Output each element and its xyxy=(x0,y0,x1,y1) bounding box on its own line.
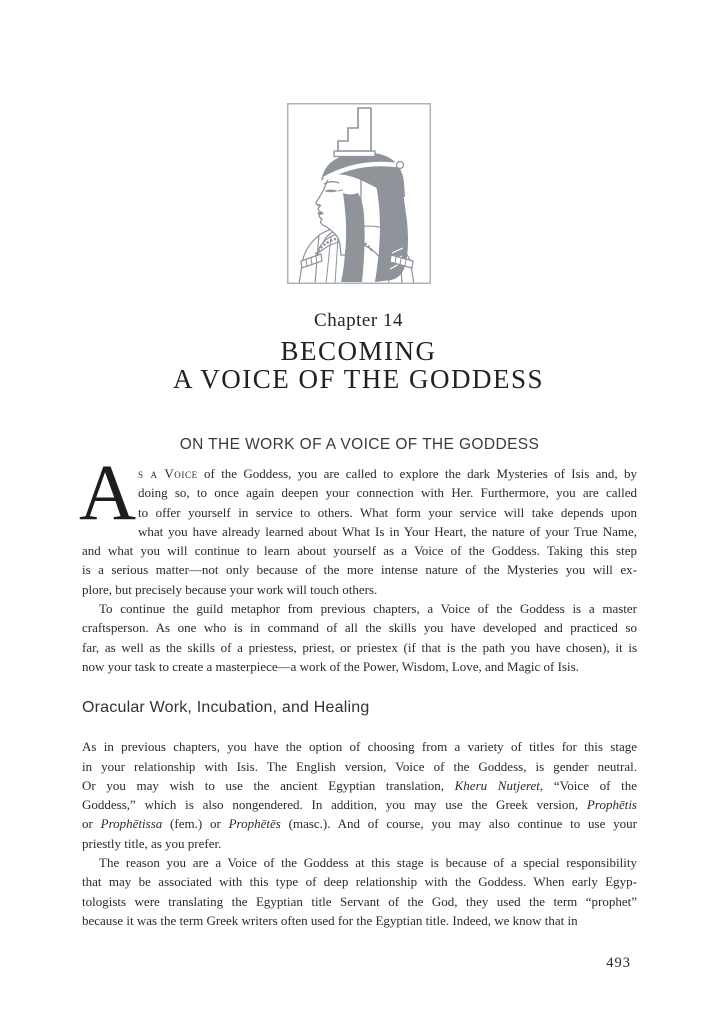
paragraph-4 xyxy=(82,853,637,930)
text-line: doing so, to once again deepen your connection with Her. Furthermore, you are called xyxy=(138,485,637,501)
text-line: now your task to create a masterpiece—a work of the Power, Wisdom, Love, and Magic of Isis. xyxy=(82,658,579,674)
text-line: to offer yourself in service to others. What form your service will take depends upon xyxy=(138,504,637,520)
chapter-title xyxy=(0,337,717,393)
drop-cap: A xyxy=(79,450,137,537)
opening-line-rest: of the Goddess, you are called to explore the dark Mysteries of Isis and, by xyxy=(197,466,637,481)
text-line: in your relationship with Isis. The English version, Voice of the Goddess, is gender neutral. xyxy=(82,758,637,774)
body-text xyxy=(79,450,637,930)
text-line: and what you will continue to learn about yourself as a Voice of the Goddess. Taking this step xyxy=(82,543,637,559)
chapter-kicker: Chapter 14 xyxy=(314,310,403,331)
text-line: To continue the guild metaphor from previous chapters, a Voice of the Goddess is a master xyxy=(99,601,637,617)
chapter-title-line1: BECOMING xyxy=(280,336,437,366)
paragraph-2 xyxy=(82,599,637,676)
text-line: is a serious matter—not only because of the more intense nature of the Mysteries you will ex- xyxy=(82,562,637,578)
small-caps-lead: s a Voice xyxy=(138,466,198,481)
text-line: As in previous chapters, you have the option of choosing from a variety of titles for this stage xyxy=(82,739,637,755)
page-content xyxy=(0,435,717,930)
opening-paragraph-lines xyxy=(82,483,637,599)
text-line: Or you may wish to use the ancient Egyptian translation, Kheru Nutjeret, “Voice of the xyxy=(82,777,637,793)
opening-first-line xyxy=(82,464,637,483)
text-line: what you have already learned about What Is in Your Heart, the nature of your True Name, xyxy=(138,523,637,539)
text-line: far, as well as the skills of a priestess, priest, or priestex (if that is the path you have chosen), it is xyxy=(82,639,637,655)
text-line: because it was the term Greek writers often used for the Egyptian title. Indeed, we know that in xyxy=(82,912,578,928)
text-line: craftsperson. As one who is in command of all the skills you have developed and practiced so xyxy=(82,620,637,636)
page-number: 493 xyxy=(606,955,631,971)
opening-paragraph xyxy=(79,450,637,599)
text-line: plore, but precisely because your work will touch others. xyxy=(82,581,378,597)
text-line: or Prophētissa (fem.) or Prophētēs (masc.). And of course, you may also continue to use your xyxy=(82,816,637,832)
text-line: The reason you are a Voice of the Goddess at this stage is because of a special responsibility xyxy=(99,855,637,871)
text-line: Goddess,” which is also nongendered. In addition, you may use the Greek version, Prophētis xyxy=(82,797,637,813)
paragraph-3 xyxy=(82,737,637,853)
text-line: that may be associated with this type of deep relationship with the Goddess. When early Egyp- xyxy=(82,874,637,890)
text-line: priestly title, as you prefer. xyxy=(82,835,222,851)
isis-illustration xyxy=(287,103,431,284)
chapter-title-line2: A VOICE OF THE GODDESS xyxy=(172,364,545,394)
section-heading: ON THE WORK OF A VOICE OF THE GODDESS xyxy=(179,436,540,453)
text-line: tologists were translating the Egyptian title Servant of the God, they used the term “prophet” xyxy=(82,893,637,909)
isis-portrait-icon xyxy=(287,103,431,284)
subheading-oracular-work: Oracular Work, Incubation, and Healing xyxy=(82,699,370,717)
